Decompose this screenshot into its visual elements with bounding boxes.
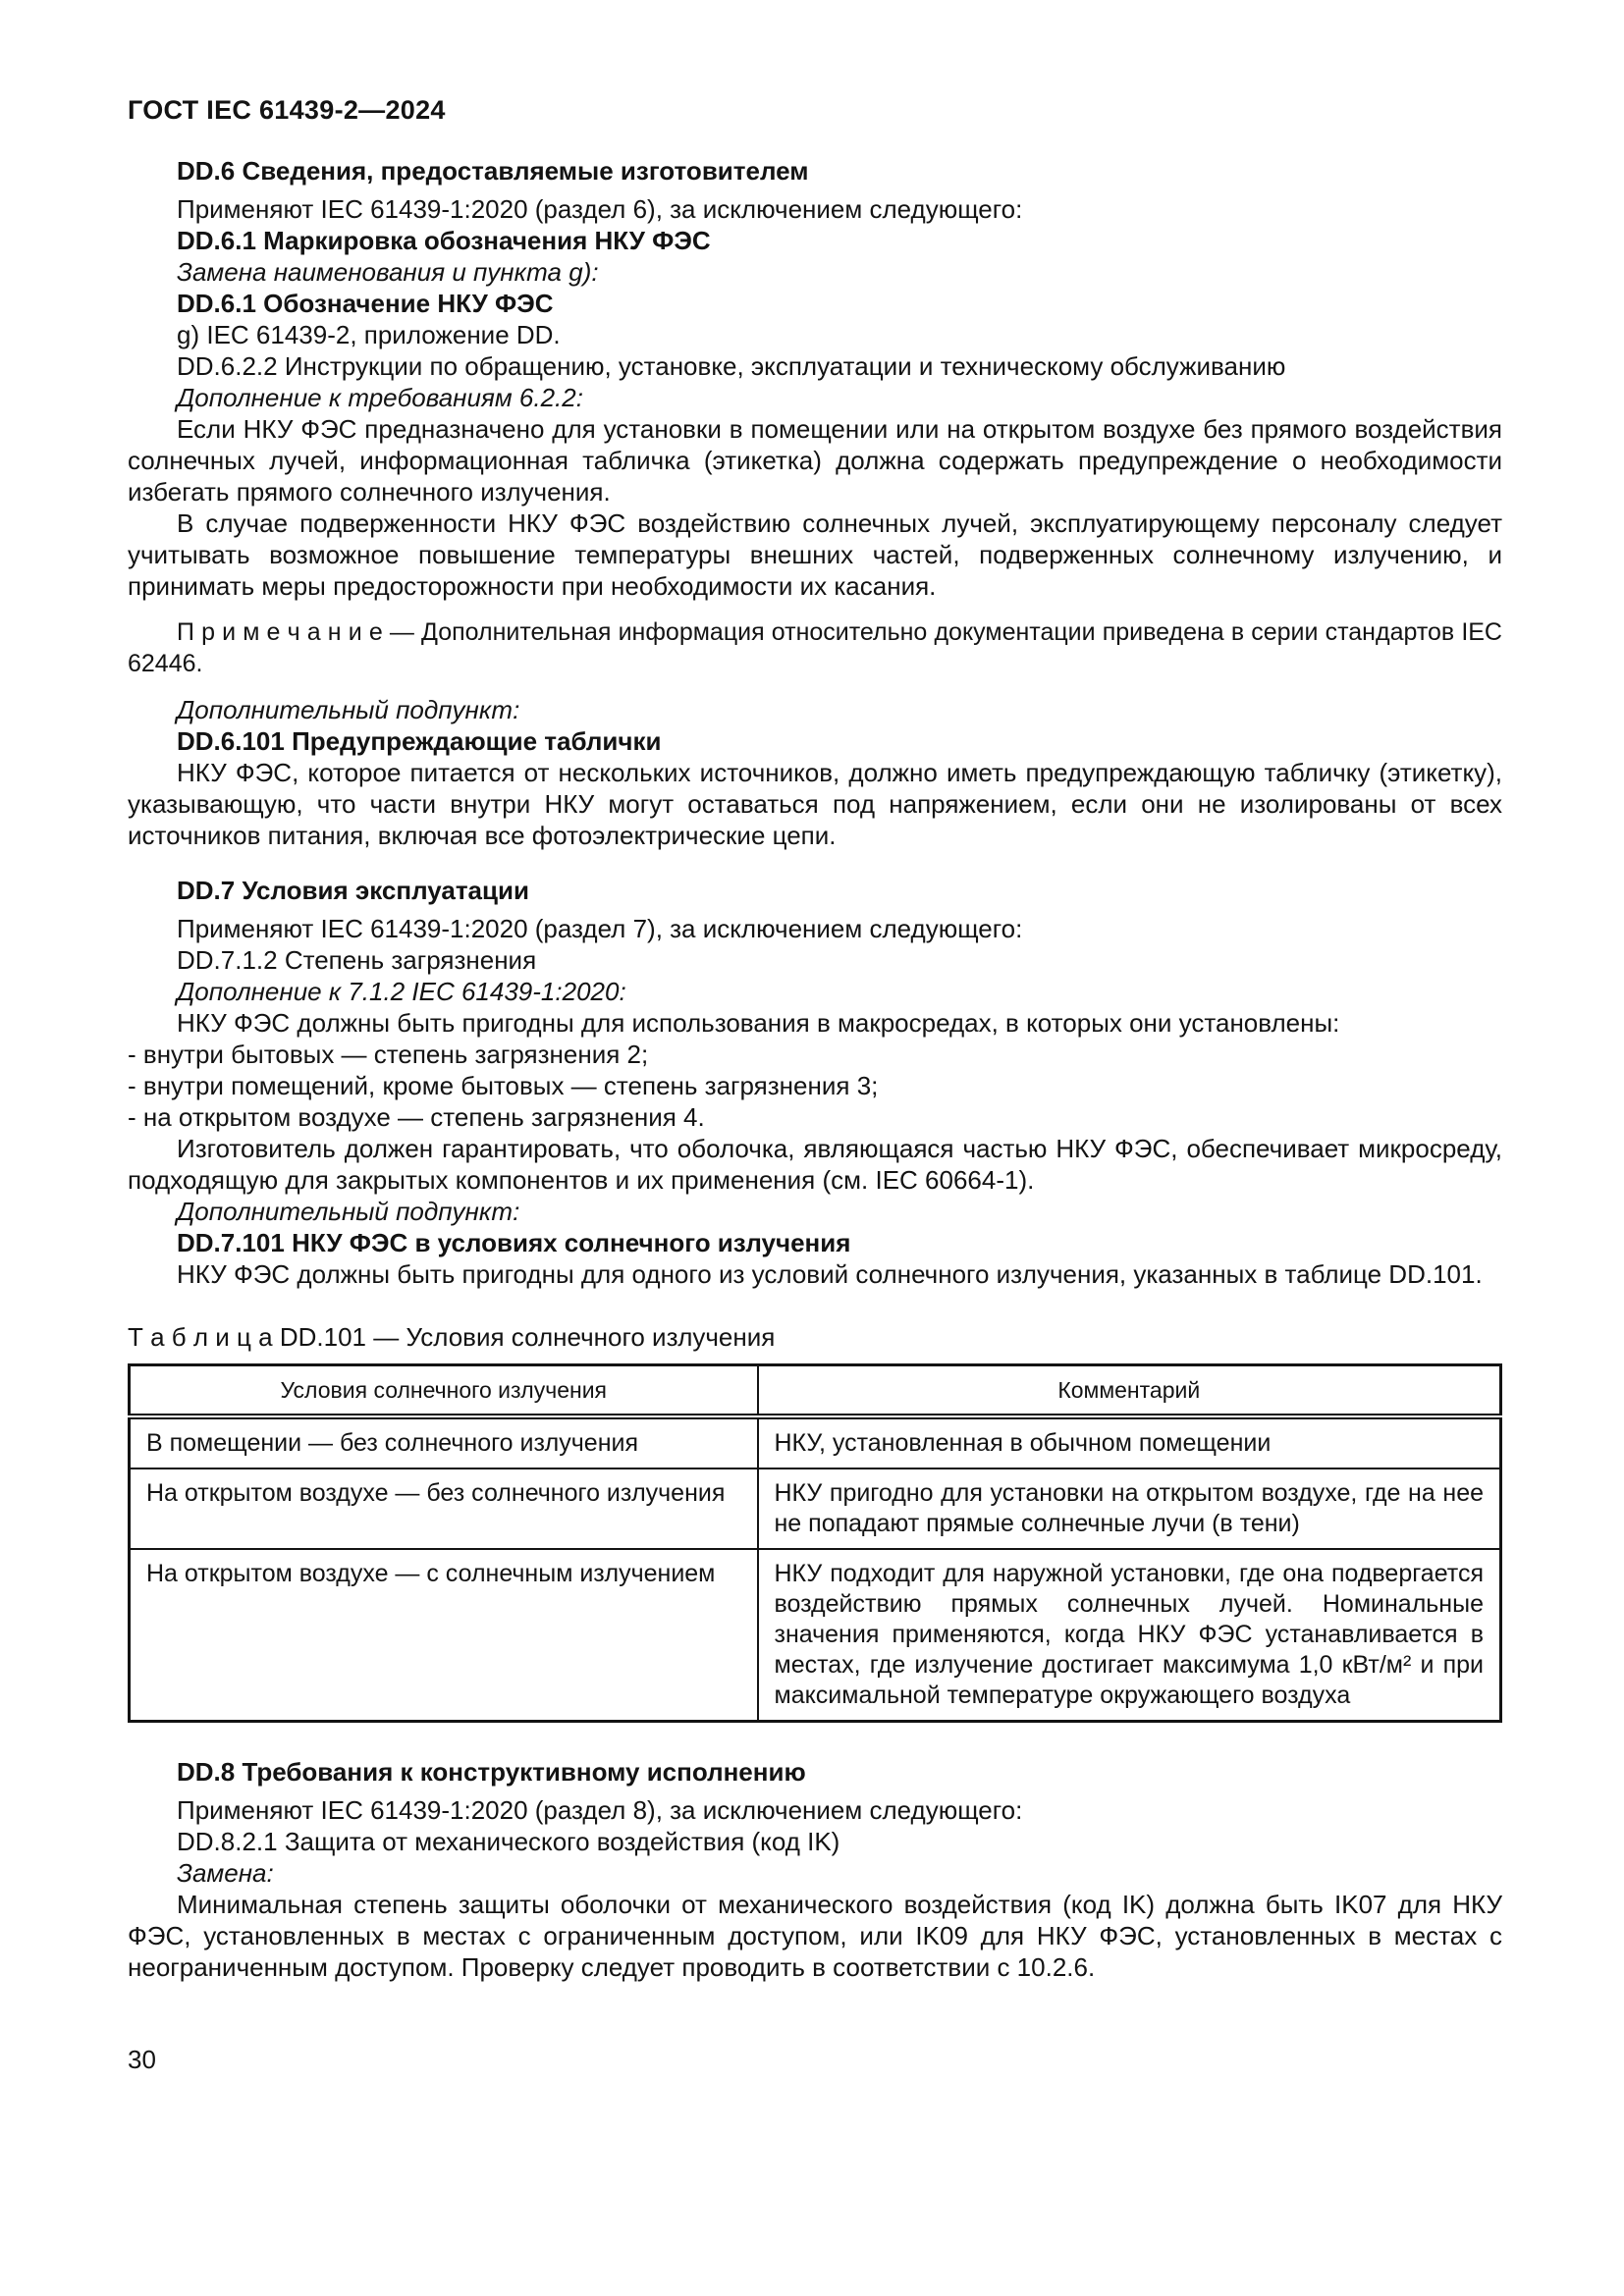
subheading-dd6-1: DD.6.1 Маркировка обозначения НКУ ФЭС [177,226,711,255]
condition-cell: В помещении — без солнечного излучения [130,1416,758,1468]
paragraph: DD.6.2.2 Инструкции по обращению, установке, эксплуатации и техническому обслуживанию [177,351,1286,381]
paragraph: Если НКУ ФЭС предназначено для установки в помещении или на открытом воздухе без прямого воздействия солнечных лучей, информационная табличка (этикетка) должна содержать предупреждение о необходимости избегать прямого солнечного излучения. [128,414,1502,507]
paragraph: НКУ ФЭС, которое питается от нескольких источников, должно иметь предупреждающую табличку (этикетку), указывающую, что части внутри НКУ могут оставаться под напряжением, если они не изолированы от всех источников питания, включая все фотоэлектрические цепи. [128,758,1502,850]
editorial-note: Дополнение к 7.1.2 IEC 61439-1:2020: [177,977,626,1006]
paragraph: НКУ ФЭС должны быть пригодны для использования в макросредах, в которых они установлены: [177,1008,1340,1038]
paragraph: g) IEC 61439-2, приложение DD. [177,320,561,349]
column-header: Условия солнечного излучения [130,1365,758,1417]
standard-designation: ГОСТ IEC 61439-2—2024 [128,95,446,125]
solar-conditions-table [128,1363,1502,1723]
paragraph: Применяют IEC 61439-1:2020 (раздел 8), за исключением следующего: [177,1795,1023,1825]
paragraph: Минимальная степень защиты оболочки от механического воздействия (код IK) должна быть IK07 для НКУ ФЭС, установленных в местах с ограниченным доступом, или IK09 для НКУ ФЭС, установленных в местах с неограниченным доступом. Проверку следует проводить в соответствии с 10.2.6. [128,1890,1502,1982]
paragraph: DD.7.1.2 Степень загрязнения [177,945,537,975]
comment-cell: НКУ пригодно для установки на открытом воздухе, где на нее не попадают прямые солнечные лучи (в тени) [758,1468,1501,1549]
comment-cell: НКУ, установленная в обычном помещении [758,1416,1501,1468]
comment-cell: НКУ подходит для наружной установки, где она подвергается воздействию прямых солнечных лучей. Номинальные значения применяются, когда НКУ ФЭС устанавливается в местах, где излучение достигает максимума 1,0 кВт/м² и при максимальной температуре окружающего воздуха [758,1549,1501,1722]
editorial-note: Дополнение к требованиям 6.2.2: [177,383,583,412]
heading-dd8: DD.8 Требования к конструктивному исполнению [177,1757,806,1787]
editorial-note: Замена: [177,1858,274,1888]
section-dd6-dd7 [128,155,1502,1290]
table-row [130,1468,1501,1549]
document-header [128,94,1502,126]
paragraph: В случае подверженности НКУ ФЭС воздействию солнечных лучей, эксплуатирующему персоналу следует учитывать возможное повышение температуры внешних частей, подверженных солнечному излучению, и принимать меры предосторожности при необходимости их касания. [128,508,1502,601]
subheading-dd7-101: DD.7.101 НКУ ФЭС в условиях солнечного излучения [177,1228,851,1257]
section-dd8 [128,1756,1502,1983]
list-item: - внутри помещений, кроме бытовых — степень загрязнения 3; [128,1071,879,1100]
table-head [130,1365,1501,1417]
table-row [130,1549,1501,1722]
page-number: 30 [128,2045,156,2074]
editorial-note: Дополнительный подпункт: [177,695,520,724]
list-item: - на открытом воздухе — степень загрязнения 4. [128,1102,705,1132]
subheading-dd6-1-new: DD.6.1 Обозначение НКУ ФЭС [177,289,554,318]
paragraph: НКУ ФЭС должны быть пригодны для одного из условий солнечного излучения, указанных в таблице DD.101. [177,1259,1483,1289]
paragraph: Применяют IEC 61439-1:2020 (раздел 6), за исключением следующего: [177,194,1023,224]
condition-cell: На открытом воздухе — с солнечным излучением [130,1549,758,1722]
paragraph: Применяют IEC 61439-1:2020 (раздел 7), за исключением следующего: [177,914,1023,943]
table-body [130,1416,1501,1722]
subheading-dd6-101: DD.6.101 Предупреждающие таблички [177,726,662,756]
editorial-note: Замена наименования и пункта g): [177,257,599,287]
heading-dd6: DD.6 Сведения, предоставляемые изготовителем [177,156,809,186]
paragraph: Изготовитель должен гарантировать, что оболочка, являющаяся частью НКУ ФЭС, обеспечивает микросреду, подходящую для закрытых компонентов и их применения (см. IEC 60664-1). [128,1134,1502,1195]
table-header-row [130,1365,1501,1417]
list-item: - внутри бытовых — степень загрязнения 2; [128,1040,649,1069]
heading-dd7: DD.7 Условия эксплуатации [177,876,529,905]
document-content [128,155,1502,1983]
paragraph: DD.8.2.1 Защита от механического воздействия (код IK) [177,1827,840,1856]
table-caption: Т а б л и ц а DD.101 — Условия солнечного излучения [128,1322,776,1352]
editorial-note: Дополнительный подпункт: [177,1197,520,1226]
table-row [130,1416,1501,1468]
column-header: Комментарий [758,1365,1501,1417]
note: П р и м е ч а н и е — Дополнительная информация относительно документации приведена в серии стандартов IEC 62446. [128,618,1502,677]
condition-cell: На открытом воздухе — без солнечного излучения [130,1468,758,1549]
